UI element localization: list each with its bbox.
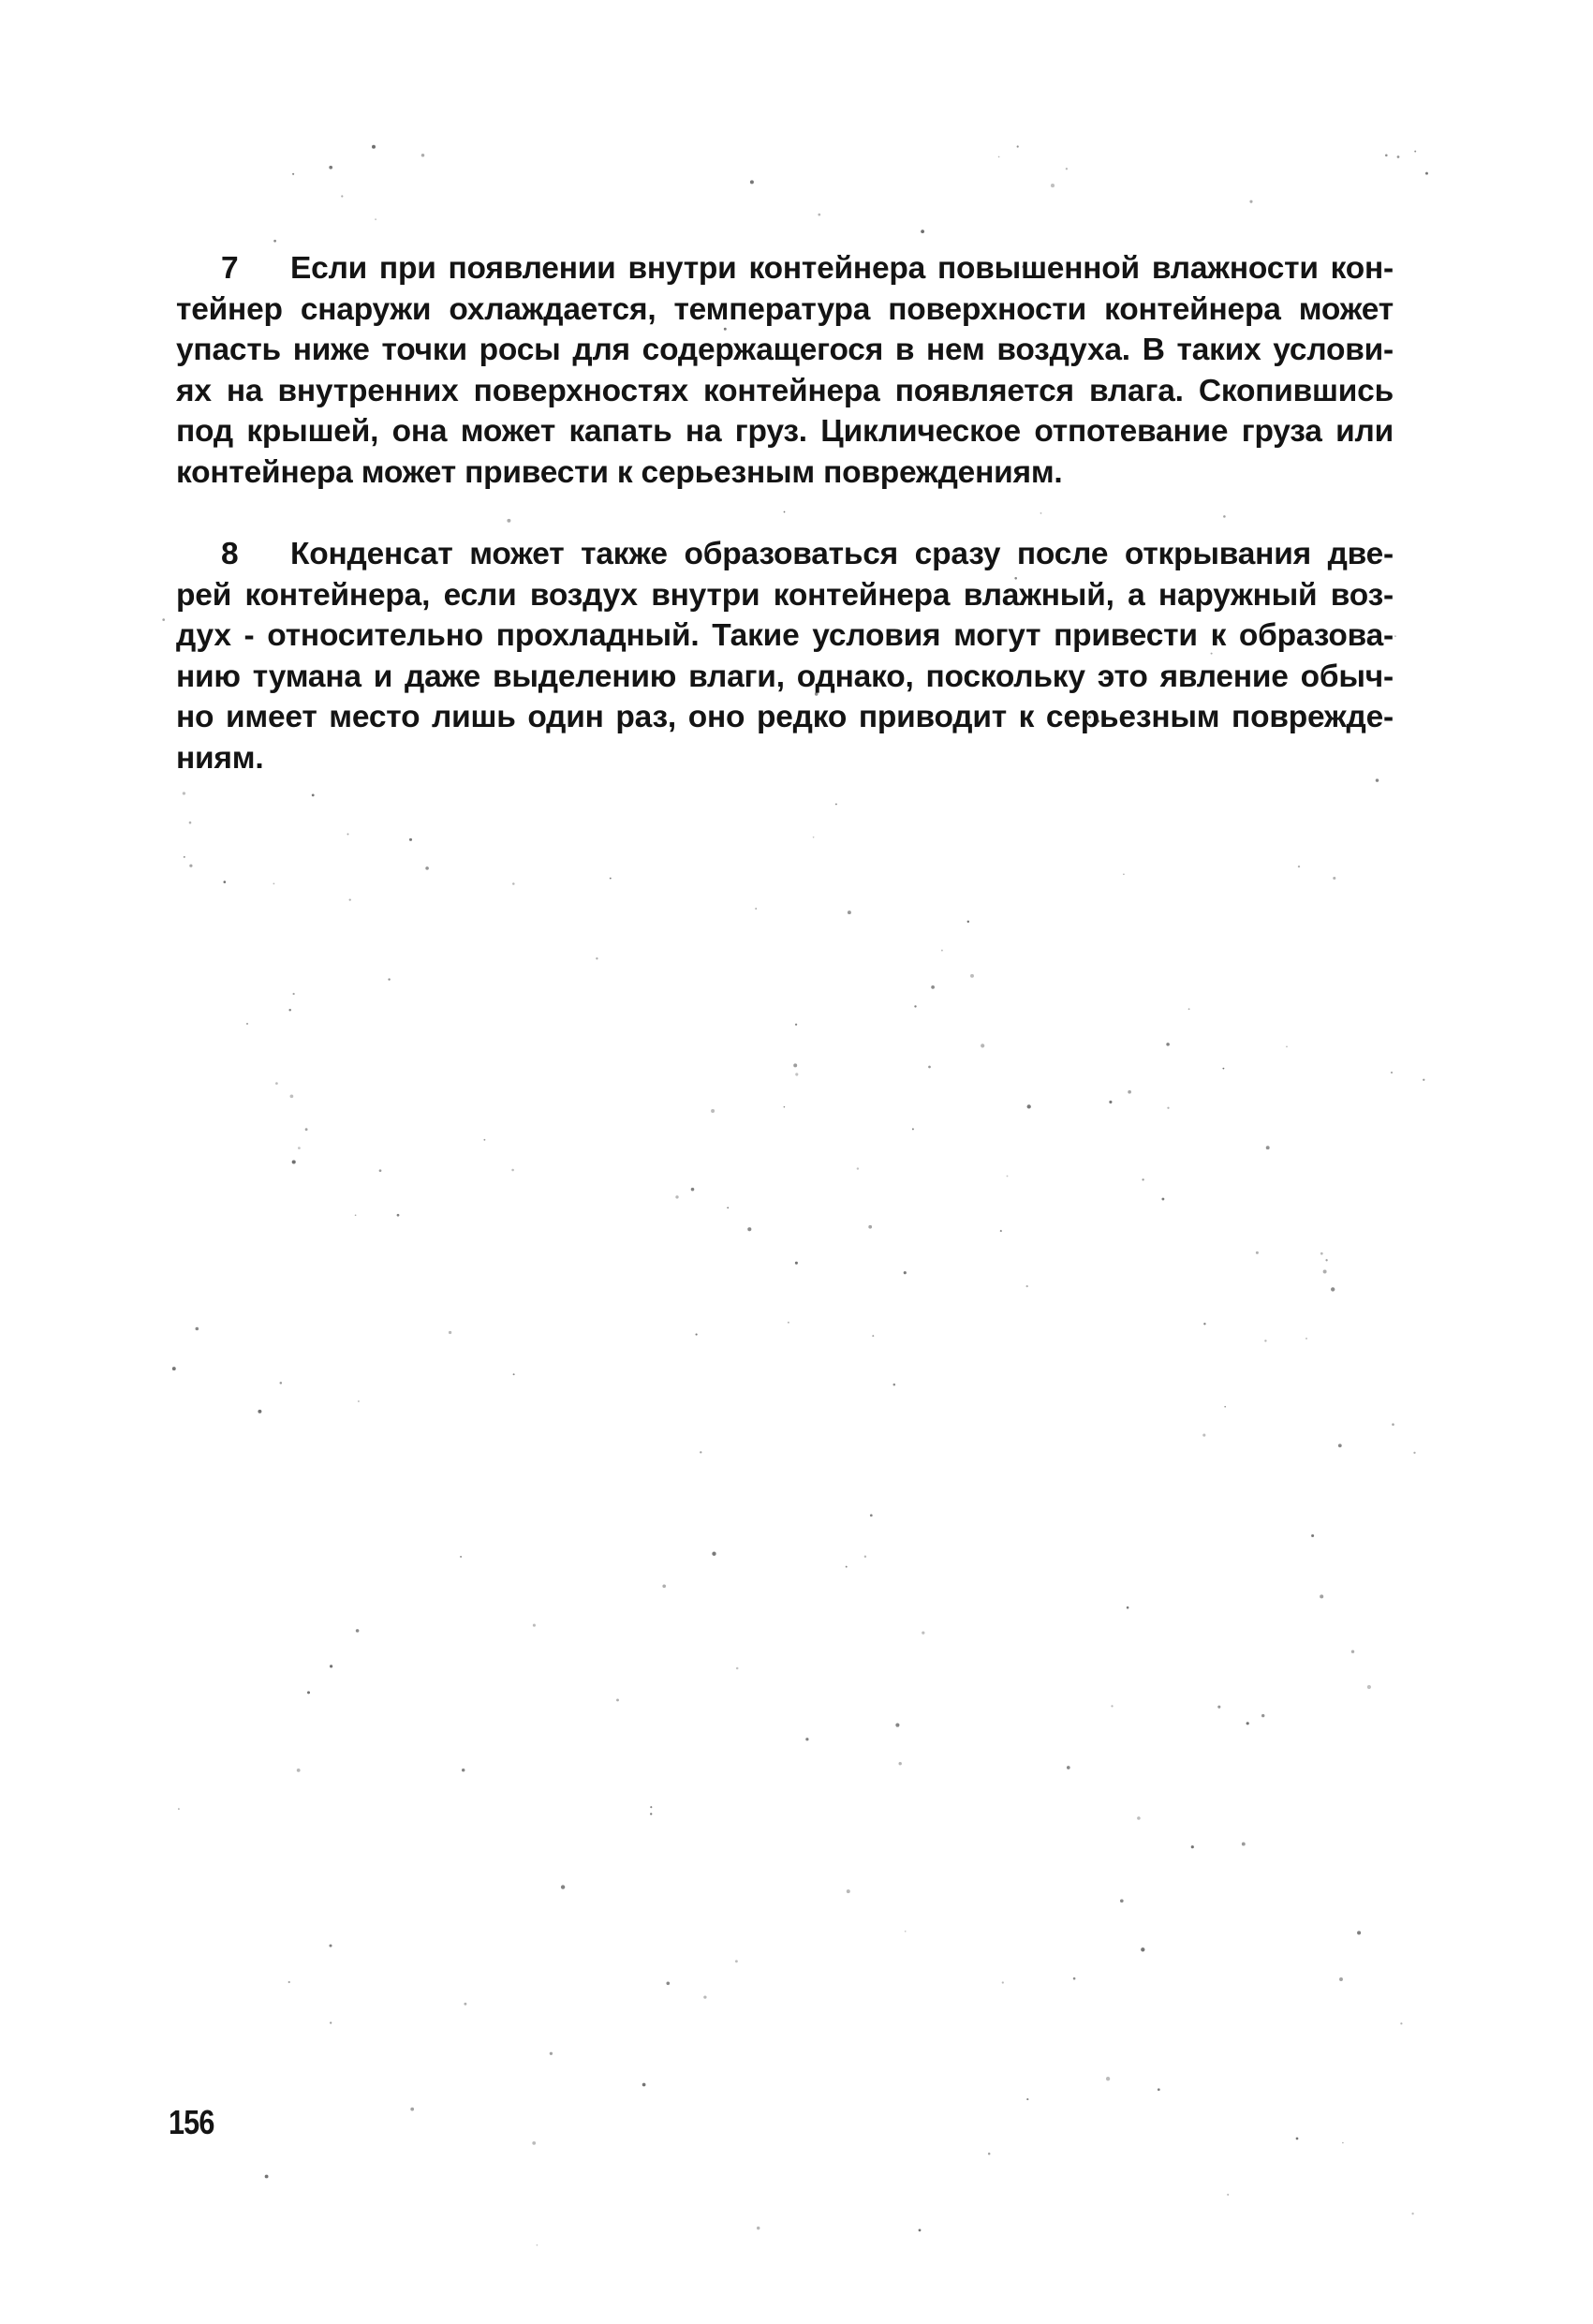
scan-speck — [1109, 1101, 1112, 1103]
scan-speck — [757, 2227, 760, 2229]
scan-speck — [410, 2108, 414, 2111]
scan-speck — [1385, 155, 1388, 157]
scan-speck — [1249, 200, 1252, 203]
scan-speck — [912, 1128, 914, 1130]
scan-speck — [379, 1169, 382, 1172]
paragraph-7 — [176, 248, 1394, 493]
scan-speck — [537, 2244, 538, 2246]
scan-speck — [356, 1629, 360, 1633]
scan-speck — [462, 1769, 465, 1771]
scan-speck — [1067, 1766, 1070, 1769]
scan-speck — [290, 1094, 294, 1098]
scan-speck — [273, 240, 276, 243]
scan-speck — [870, 1514, 873, 1517]
scan-speck — [750, 180, 754, 184]
scan-speck — [292, 173, 294, 175]
paragraph-line: рей контейнера, если воздух внутри контейнера влажный, а наружный воз- — [176, 577, 1394, 613]
scan-speck — [899, 1762, 902, 1765]
scan-speck — [1073, 1977, 1076, 1980]
scan-speck — [616, 1698, 619, 1701]
paragraph-line: 7 Если при появлении внутри контейнера повышенной влажности кон- — [176, 248, 1394, 289]
scan-speck — [330, 1665, 332, 1667]
scan-speck — [922, 1631, 924, 1634]
scan-speck — [372, 145, 376, 149]
scan-speck — [835, 804, 837, 806]
scan-speck — [1128, 1090, 1131, 1094]
paragraph-line: упасть ниже точки росы для содержащегося в нем воздуха. В таких услови- — [176, 333, 1394, 367]
scan-speck — [275, 1082, 278, 1085]
scan-speck — [1111, 1705, 1113, 1707]
scan-speck — [1391, 1072, 1393, 1073]
scan-speck — [533, 1624, 536, 1627]
scan-speck — [1394, 635, 1396, 637]
scan-speck — [967, 921, 969, 923]
scan-speck — [1333, 877, 1335, 880]
scan-speck — [258, 1410, 261, 1414]
scan-speck — [464, 2003, 466, 2006]
scan-speck — [341, 195, 343, 197]
scan-speck — [1339, 1977, 1343, 1981]
scan-speck — [246, 1023, 248, 1025]
scan-speck — [196, 1327, 199, 1331]
scan-speck — [711, 1109, 715, 1113]
scan-speck — [273, 882, 274, 884]
scan-speck — [1423, 1079, 1424, 1081]
scan-speck — [329, 1945, 332, 1947]
scan-speck — [1320, 1594, 1323, 1598]
scan-speck — [1066, 168, 1068, 170]
scan-speck — [998, 156, 1000, 158]
scan-speck — [784, 511, 786, 513]
scan-speck — [1222, 1068, 1224, 1070]
scan-speck — [848, 910, 851, 914]
scan-speck — [1137, 1816, 1141, 1820]
scan-speck — [1411, 2213, 1413, 2214]
scan-speck — [349, 898, 351, 900]
scan-speck — [532, 2141, 536, 2145]
scan-speck — [224, 881, 227, 883]
scan-speck — [1338, 1443, 1342, 1447]
scan-speck — [795, 1073, 798, 1075]
scan-speck — [1167, 1107, 1169, 1109]
scan-speck — [981, 1044, 984, 1047]
scan-speck — [1223, 515, 1226, 518]
scan-speck — [1261, 1714, 1264, 1717]
scan-speck — [857, 1167, 859, 1169]
scan-speck — [292, 993, 294, 995]
scan-speck — [970, 974, 974, 978]
scan-speck — [650, 1806, 652, 1808]
scan-speck — [1367, 1685, 1371, 1689]
scan-speck — [1017, 145, 1019, 147]
scan-speck — [1342, 2142, 1344, 2144]
scan-speck — [610, 878, 612, 880]
scan-speck — [483, 1139, 485, 1141]
scan-speck — [512, 882, 515, 885]
scan-speck — [1141, 1947, 1144, 1951]
scan-speck — [288, 1009, 290, 1011]
scan-speck — [795, 1262, 798, 1265]
scan-speck — [1320, 1252, 1323, 1255]
paragraph-line: ях на внутренних поверхностях контейнера появляется влага. Скопившись — [176, 373, 1394, 408]
scan-speck — [846, 1566, 848, 1568]
scan-speck — [735, 1960, 738, 1962]
scan-speck — [355, 1214, 357, 1216]
scan-speck — [793, 1063, 797, 1067]
scan-speck — [747, 1227, 751, 1231]
scan-speck — [1224, 1406, 1226, 1408]
scan-speck — [280, 1382, 283, 1384]
scan-speck — [1203, 1323, 1205, 1325]
scan-speck — [1227, 2194, 1229, 2196]
scan-speck — [297, 1769, 301, 1772]
scan-speck — [329, 166, 332, 170]
scan-speck — [847, 1889, 850, 1893]
scan-speck — [1188, 1008, 1190, 1010]
scan-speck — [375, 218, 376, 220]
scan-speck — [183, 792, 185, 794]
page-number: 156 — [169, 2103, 214, 2141]
scan-speck — [662, 1584, 666, 1588]
scan-speck — [307, 1691, 310, 1694]
scan-speck — [712, 1552, 715, 1556]
paragraph-number: 7 — [221, 251, 239, 286]
scan-speck — [1127, 1606, 1129, 1609]
scan-speck — [172, 1367, 176, 1370]
scan-speck — [1051, 184, 1055, 187]
scan-speck — [1027, 1104, 1031, 1108]
scan-speck — [1040, 512, 1042, 514]
scan-speck — [1400, 2022, 1402, 2024]
scan-speck — [1413, 1452, 1415, 1454]
scan-speck — [1414, 151, 1416, 153]
paragraph-line: нию тумана и даже выделению влаги, однако, поскольку это явление обыч- — [176, 659, 1394, 694]
scan-speck — [914, 1005, 916, 1007]
scan-speck — [1000, 1230, 1002, 1232]
scan-speck — [1305, 1338, 1307, 1340]
scan-speck — [696, 1334, 698, 1336]
scan-speck — [703, 1995, 706, 1998]
scan-speck — [507, 519, 510, 523]
scan-speck — [691, 1188, 695, 1192]
paragraph-line: но имеет место лишь один раз, оно редко приводит к серьезным поврежде- — [176, 700, 1394, 734]
paragraph-number: 8 — [221, 537, 239, 571]
scan-speck — [1002, 1981, 1004, 1983]
scan-speck — [1286, 1046, 1288, 1048]
scan-speck — [988, 2153, 991, 2155]
scan-speck — [1256, 1251, 1259, 1254]
scan-speck — [189, 865, 192, 867]
scan-speck — [1166, 1043, 1170, 1046]
scan-speck — [931, 985, 935, 989]
paragraph-line: дух - относительно прохладный. Такие условия могут привести к образова- — [176, 618, 1394, 653]
scan-speck — [596, 957, 597, 959]
scan-speck — [1106, 2077, 1110, 2080]
scan-speck — [288, 1981, 290, 1983]
scan-speck — [1142, 1178, 1143, 1180]
scan-speck — [1161, 1198, 1164, 1201]
scan-speck — [868, 1225, 872, 1229]
scan-speck — [1242, 1843, 1246, 1846]
scan-speck — [1007, 1176, 1009, 1177]
scan-speck — [388, 978, 390, 980]
scan-speck — [511, 1169, 514, 1172]
paragraph-line: контейнера может привести к серьезным повреждениям. — [176, 454, 1063, 490]
scan-speck — [425, 866, 429, 870]
scan-speck — [162, 618, 165, 621]
scan-speck — [292, 1160, 296, 1163]
scan-speck — [941, 950, 943, 952]
scan-speck — [513, 1373, 515, 1375]
scan-speck — [1351, 1650, 1354, 1653]
scan-speck — [1397, 155, 1400, 158]
scan-speck — [1217, 1706, 1220, 1709]
scan-speck — [1311, 1534, 1314, 1537]
scan-speck — [1202, 1434, 1205, 1437]
scan-speck — [265, 2175, 269, 2179]
scan-speck — [397, 1214, 400, 1217]
scan-speck — [788, 1322, 789, 1324]
scan-speck — [550, 2052, 553, 2055]
scan-speck — [1296, 2138, 1299, 2140]
scan-speck — [1191, 1845, 1194, 1848]
scan-speck — [755, 908, 757, 910]
scan-speck — [184, 856, 185, 858]
scan-speck — [805, 1738, 808, 1740]
scan-speck — [905, 1931, 907, 1932]
scan-speck — [893, 1384, 896, 1386]
scan-speck — [1158, 2088, 1160, 2091]
scan-speck — [666, 1981, 670, 1985]
scan-speck — [1266, 1146, 1270, 1149]
scan-speck — [650, 1813, 652, 1814]
scan-speck — [813, 836, 815, 838]
scan-speck — [700, 1451, 701, 1453]
scan-speck — [1026, 2098, 1028, 2100]
scan-speck — [1331, 1287, 1335, 1291]
scan-speck — [347, 834, 349, 836]
scan-speck — [919, 2229, 922, 2232]
scan-speck — [305, 1128, 308, 1131]
paragraph-line: тейнер снаружи охлаждается, температура поверхности контейнера может — [176, 291, 1394, 327]
scan-speck — [928, 1066, 931, 1069]
scan-speck — [795, 1024, 797, 1026]
scan-speck — [358, 1400, 360, 1402]
scan-speck — [1325, 1259, 1327, 1261]
scan-speck — [330, 2021, 332, 2023]
scan-speck — [460, 1556, 462, 1558]
scan-speck — [784, 1106, 786, 1108]
scan-speck — [895, 1724, 899, 1727]
scan-speck — [189, 822, 192, 824]
paragraph-line: 8 Конденсат может также образоваться сразу после открывания две- — [176, 534, 1394, 575]
scan-speck — [1264, 1340, 1266, 1341]
scan-speck — [642, 2083, 646, 2087]
scan-speck — [1246, 1722, 1249, 1724]
scan-speck — [421, 154, 425, 157]
scan-speck — [727, 1206, 729, 1208]
scan-speck — [178, 1808, 180, 1810]
scan-speck — [1298, 866, 1300, 867]
scan-speck — [818, 214, 820, 216]
scan-speck — [736, 1667, 739, 1670]
scan-speck — [864, 1556, 866, 1558]
scan-speck — [675, 1195, 678, 1198]
scan-speck — [872, 1335, 874, 1337]
scan-speck — [1026, 1285, 1028, 1287]
scan-speck — [921, 229, 924, 233]
scan-speck — [1392, 1423, 1394, 1426]
scan-speck — [409, 838, 412, 841]
scan-speck — [1323, 1270, 1327, 1274]
scan-speck — [1123, 873, 1125, 875]
scan-speck — [904, 1271, 907, 1274]
scan-speck — [1357, 1931, 1361, 1934]
paragraph-line: под крышей, она может капать на груз. Циклическое отпотевание груза или — [176, 414, 1394, 449]
scan-speck — [561, 1885, 565, 1888]
scan-speck — [1376, 778, 1379, 781]
scan-speck — [1120, 1899, 1124, 1902]
scan-speck — [449, 1331, 451, 1334]
paragraph-line: ниям. — [176, 740, 264, 776]
paragraph-8 — [176, 534, 1394, 778]
scan-speck — [312, 794, 315, 797]
scan-speck — [1425, 172, 1428, 175]
scan-speck — [298, 1147, 301, 1149]
